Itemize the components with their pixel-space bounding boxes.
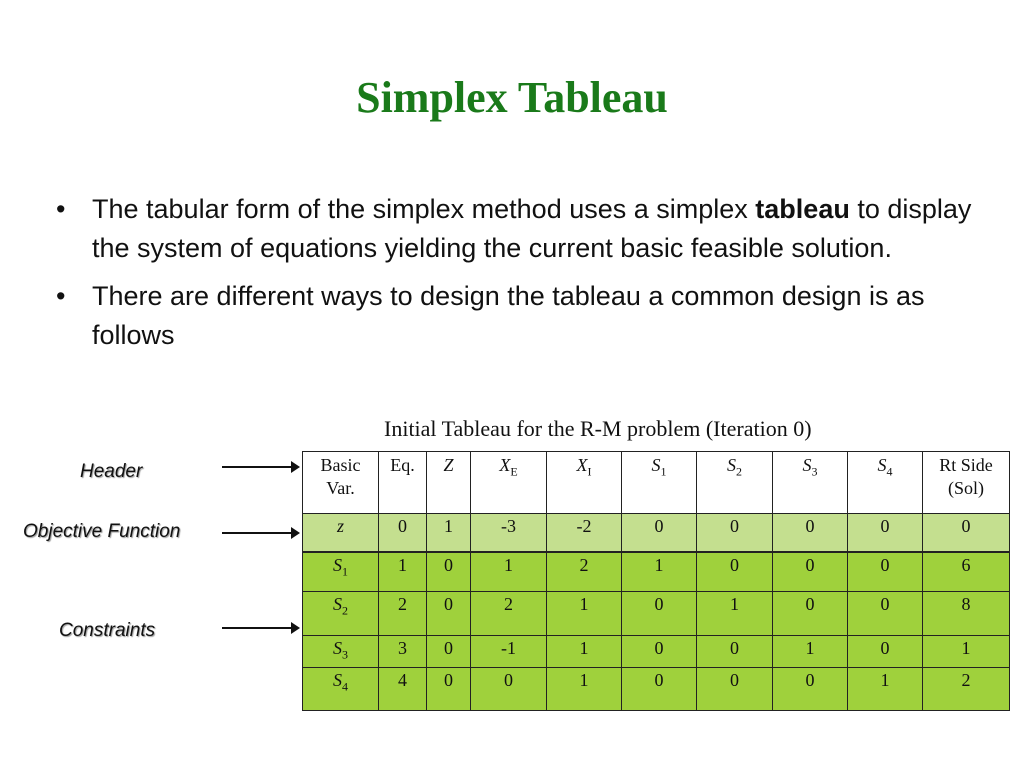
cell: 0: [848, 636, 923, 668]
cell: 1: [471, 552, 547, 592]
row-basic-var: $S_2$: [303, 592, 379, 636]
cell: 1: [773, 636, 848, 668]
cell: 8: [923, 592, 1010, 636]
header-eq: Eq.: [379, 452, 427, 514]
header-xe: $X_E$: [471, 452, 547, 514]
cell: 1: [622, 552, 697, 592]
header-row: [303, 452, 1010, 514]
cell: 0: [773, 514, 848, 552]
cell: 1: [427, 514, 471, 552]
cell: 0: [427, 668, 471, 711]
cell: 0: [622, 592, 697, 636]
cell: 1: [923, 636, 1010, 668]
header-arrow-icon: [222, 466, 298, 468]
row-basic-var: $S_3$: [303, 636, 379, 668]
cell: 0: [697, 514, 773, 552]
cell: -3: [471, 514, 547, 552]
cell: 0: [848, 592, 923, 636]
cell: 0: [427, 592, 471, 636]
cell: 0: [622, 668, 697, 711]
cell: 1: [379, 552, 427, 592]
header-s3: $S_3$: [773, 452, 848, 514]
cell: 3: [379, 636, 427, 668]
bullet-list: [56, 190, 976, 364]
constraint-row: [303, 636, 1010, 668]
cell: 1: [848, 668, 923, 711]
cell: 6: [923, 552, 1010, 592]
bullet-dot: •: [56, 281, 66, 311]
cell: 1: [547, 668, 622, 711]
bullet-bold-text: tableau: [755, 194, 850, 224]
cell: 0: [427, 552, 471, 592]
constraint-row: [303, 552, 1010, 592]
header-basic-var: Basic Var.: [303, 452, 379, 514]
bullet-text: The tabular form of the simplex method uses a simplex: [92, 194, 756, 224]
cell: 0: [923, 514, 1010, 552]
row-basic-var: z: [303, 514, 379, 552]
cell: -1: [471, 636, 547, 668]
constraints-arrow-icon: [222, 627, 298, 629]
cell: 0: [773, 668, 848, 711]
cell: -2: [547, 514, 622, 552]
cell: 0: [697, 668, 773, 711]
cell: 0: [697, 552, 773, 592]
cell: 0: [622, 636, 697, 668]
cell: 2: [379, 592, 427, 636]
constraint-row: [303, 592, 1010, 636]
cell: 0: [622, 514, 697, 552]
table-caption: Initial Tableau for the R-M problem (Iteration 0): [384, 416, 812, 441]
header-s2: $S_2$: [697, 452, 773, 514]
cell: 2: [471, 592, 547, 636]
cell: 1: [547, 636, 622, 668]
cell: 1: [697, 592, 773, 636]
constraint-row: [303, 668, 1010, 711]
slide-title: Simplex Tableau: [356, 73, 668, 122]
row-basic-var: $S_1$: [303, 552, 379, 592]
cell: 4: [379, 668, 427, 711]
cell: 0: [427, 636, 471, 668]
cell: 0: [848, 514, 923, 552]
bullet-text-end: to display the system of equations yielding the current basic feasible solution.: [92, 194, 972, 263]
objective-row: [303, 514, 1010, 552]
bullet-item: [56, 190, 976, 268]
header-label: Header: [80, 461, 143, 482]
simplex-tableau: [302, 451, 1010, 711]
header-z: Z: [427, 452, 471, 514]
header-s1: $S_1$: [622, 452, 697, 514]
objective-function-label: Objective Function: [23, 521, 181, 542]
row-basic-var: $S_4$: [303, 668, 379, 711]
header-rhs: Rt Side (Sol): [923, 452, 1010, 514]
cell: 0: [848, 552, 923, 592]
header-xi: $X_I$: [547, 452, 622, 514]
bullet-item: [56, 277, 976, 355]
cell: 0: [697, 636, 773, 668]
bullet-dot: •: [56, 194, 66, 224]
cell: 0: [379, 514, 427, 552]
cell: 0: [773, 592, 848, 636]
cell: 0: [773, 552, 848, 592]
cell: 2: [547, 552, 622, 592]
objective-arrow-icon: [222, 532, 298, 534]
cell: 0: [471, 668, 547, 711]
cell: 2: [923, 668, 1010, 711]
constraints-label: Constraints: [59, 620, 156, 641]
bullet-text: There are different ways to design the tableau a common design is as follows: [92, 281, 925, 350]
cell: 1: [547, 592, 622, 636]
header-s4: $S_4$: [848, 452, 923, 514]
